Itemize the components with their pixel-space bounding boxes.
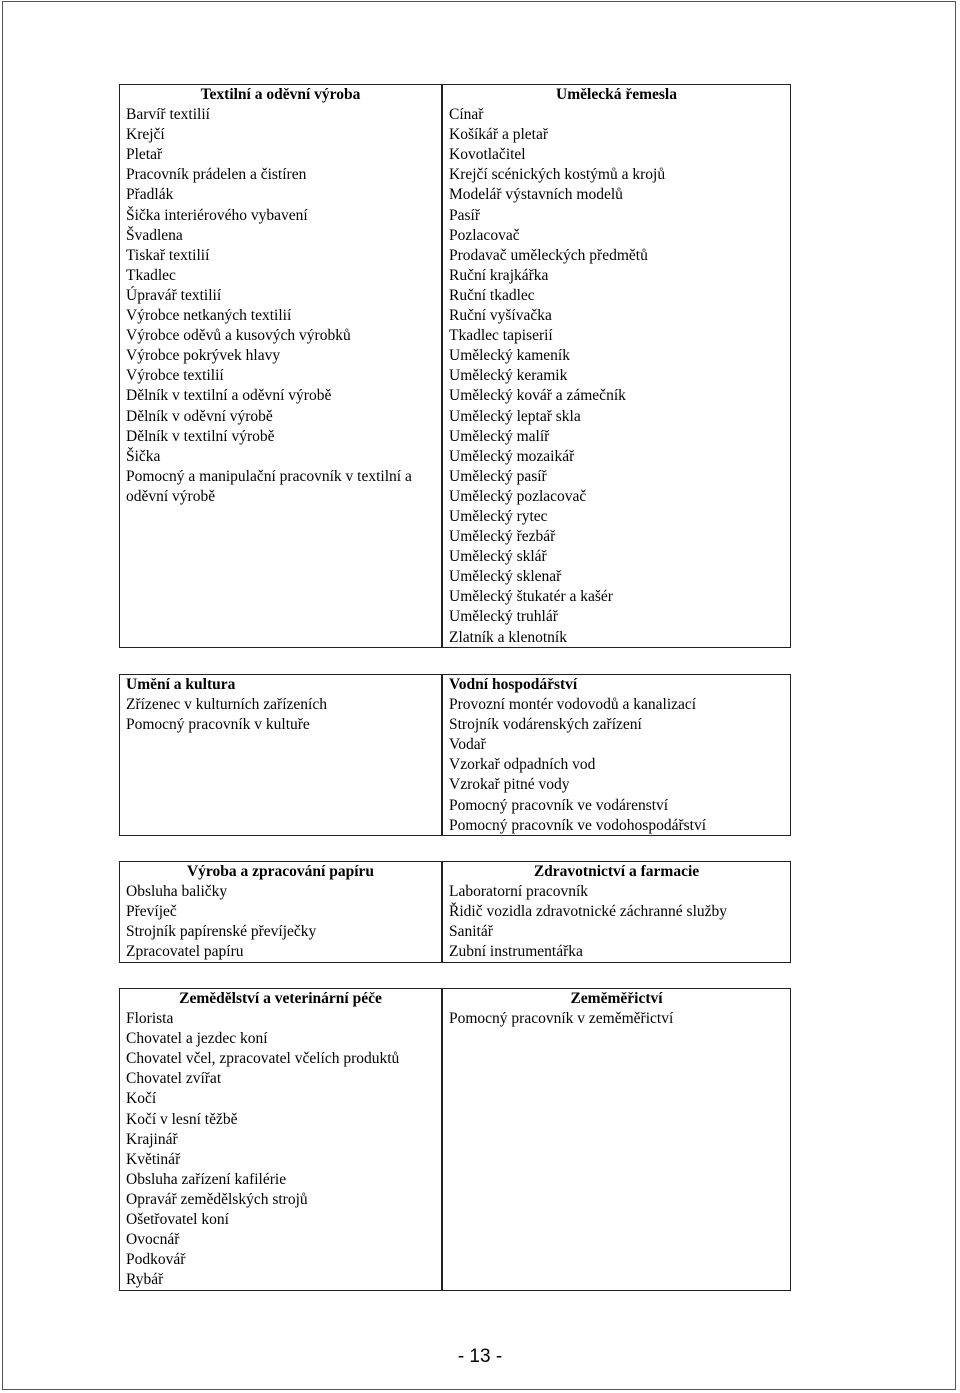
list-item: Přadlák <box>126 186 174 204</box>
list-item: Umělecký štukatér a kašér <box>449 588 613 606</box>
list-item: Modelář výstavních modelů <box>449 186 623 204</box>
list-item: Umělecký řezbář <box>449 528 556 546</box>
list-item: Provozní montér vodovodů a kanalizací <box>449 696 697 714</box>
list-item: Umělecký kameník <box>449 347 570 365</box>
list-item: Šička interiérového vybavení <box>126 206 308 224</box>
list-item: Zřízenec v kulturních zařízeních <box>126 696 327 714</box>
list-item: Zlatník a klenotník <box>449 628 567 646</box>
list-item: Umělecký leptař skla <box>449 407 581 425</box>
list-item: Krajinář <box>126 1130 178 1148</box>
list-item: Umělecký malíř <box>449 427 550 445</box>
list-item: Výrobce oděvů a kusových výrobků <box>126 327 351 345</box>
list-item: Dělník v textilní a oděvní výrobě <box>126 387 332 405</box>
list-item: Řidič vozidla zdravotnické záchranné služby <box>449 903 728 921</box>
section-paper <box>119 861 442 963</box>
list-item: Chovatel a jezdec koní <box>126 1030 268 1048</box>
list-item: Umělecký sklář <box>449 548 547 566</box>
list-item: Tiskař textilií <box>126 246 210 264</box>
list-item: Umělecký pozlacovač <box>449 487 587 505</box>
list-item: Pomocný pracovník v zeměměřictví <box>449 1010 674 1028</box>
list-item: Ošetřovatel koní <box>126 1211 229 1229</box>
list-item: Pomocný pracovník ve vodárenství <box>449 796 669 814</box>
list-item: Vzorkař odpadních vod <box>449 756 596 774</box>
list-item: Pomocný pracovník ve vodohospodářství <box>449 816 707 834</box>
list-item: Laboratorní pracovník <box>449 883 589 901</box>
list-item: Zubní instrumentářka <box>449 943 583 961</box>
list-item: Opravář zemědělských strojů <box>126 1190 308 1208</box>
list-item: Cínař <box>449 106 484 124</box>
list-item: Výrobce pokrývek hlavy <box>126 347 281 365</box>
list-item: Chovatel zvířat <box>126 1070 222 1088</box>
section-title: Vodní hospodářství <box>449 676 578 693</box>
list-item: Výrobce textilií <box>126 367 224 385</box>
list-item: Ruční krajkářka <box>449 266 549 284</box>
list-item: Krejčí scénických kostýmů a krojů <box>449 166 666 184</box>
section-title: Zdravotnictví a farmacie <box>533 863 700 880</box>
list-item: Obsluha baličky <box>126 883 228 901</box>
list-item: Rybář <box>126 1271 164 1289</box>
list-item: Pomocný a manipulační pracovník v textilní a oděvní výrobě <box>126 467 412 505</box>
list-item: Pasíř <box>449 206 480 224</box>
list-item: Umělecký rytec <box>449 507 548 525</box>
section-art <box>119 674 442 836</box>
list-item: Košíkář a pletař <box>449 126 548 144</box>
list-item: Ovocnář <box>126 1231 180 1249</box>
list-item: Dělník v textilní výrobě <box>126 427 275 445</box>
list-item: Umělecký keramik <box>449 367 568 385</box>
list-item: Šička <box>126 447 161 465</box>
section-crafts <box>442 84 791 648</box>
list-item: Barvíř textilií <box>126 106 210 124</box>
list-item: Krejčí <box>126 126 165 144</box>
list-item: Květinář <box>126 1150 181 1168</box>
list-item: Prodavač uměleckých předmětů <box>449 246 648 264</box>
section-water <box>442 674 791 836</box>
list-item: Podkovář <box>126 1251 186 1269</box>
list-item: Pomocný pracovník v kultuře <box>126 716 310 734</box>
list-item: Obsluha zařízení kafilérie <box>126 1170 287 1188</box>
list-item: Úpravář textilií <box>126 286 222 304</box>
list-item: Zpracovatel papíru <box>126 943 244 961</box>
list-item: Výrobce netkaných textilií <box>126 307 292 325</box>
section-health <box>442 861 791 963</box>
list-item: Ruční tkadlec <box>449 286 535 304</box>
list-item: Strojník vodárenských zařízení <box>449 716 642 734</box>
section-title: Umělecká řemesla <box>556 86 677 103</box>
list-item: Sanitář <box>449 923 493 941</box>
list-item: Chovatel včel, zpracovatel včelích produktů <box>126 1050 400 1068</box>
section-textile <box>119 84 442 648</box>
list-item: Pletař <box>126 146 163 164</box>
list-item: Švadlena <box>126 226 183 244</box>
section-surveying <box>442 988 791 1291</box>
list-item: Umělecký truhlář <box>449 608 558 626</box>
list-item: Florista <box>126 1010 174 1028</box>
list-item: Kočí v lesní těžbě <box>126 1110 238 1128</box>
list-item: Vodař <box>449 736 486 754</box>
section-title: Výroba a zpracování papíru <box>186 863 375 880</box>
list-item: Umělecký mozaikář <box>449 447 575 465</box>
list-item: Umělecký pasíř <box>449 467 547 485</box>
section-title: Zemědělství a veterinární péče <box>179 990 382 1007</box>
section-agriculture <box>119 988 442 1291</box>
list-item: Tkadlec <box>126 266 176 284</box>
list-item: Dělník v oděvní výrobě <box>126 407 273 425</box>
page-number: - 13 - <box>457 1346 503 1367</box>
list-item: Tkadlec tapiserií <box>449 327 553 345</box>
list-item: Strojník papírenské převíječky <box>126 923 317 941</box>
list-item: Kočí <box>126 1090 157 1108</box>
list-item: Kovotlačitel <box>449 146 526 164</box>
list-item: Pozlacovač <box>449 226 520 244</box>
list-item: Převíječ <box>126 903 177 921</box>
list-item: Umělecký sklenař <box>449 568 562 586</box>
section-title: Textilní a oděvní výroba <box>200 86 361 103</box>
list-item: Umělecký kovář a zámečník <box>449 387 626 405</box>
section-title: Zeměměřictví <box>570 990 663 1007</box>
list-item: Ruční vyšívačka <box>449 307 552 325</box>
list-item: Vzrokař pitné vody <box>449 776 570 794</box>
section-title: Umění a kultura <box>126 676 236 693</box>
list-item: Pracovník prádelen a čistíren <box>126 166 307 184</box>
